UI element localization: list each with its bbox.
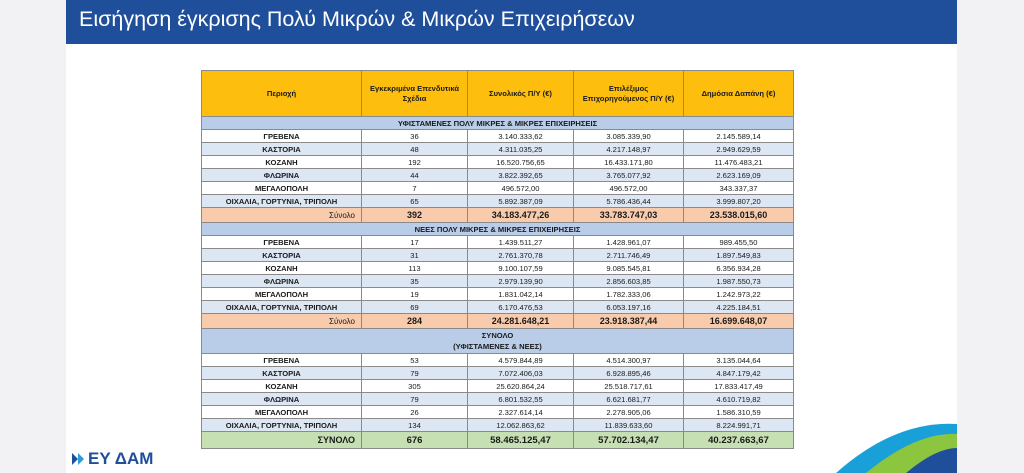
cell-approved-plans: 192 — [362, 156, 468, 169]
cell-eligible-budget: 4.514.300,97 — [574, 354, 684, 367]
cell-public-expenditure: 2.949.629,59 — [684, 143, 794, 156]
grand-total-row — [202, 432, 794, 449]
cell-eligible-budget: 1.428.961,07 — [574, 236, 684, 249]
header-eligible-budget: Επιλέξιμος Επιχορηγούμενος Π/Υ (€) — [574, 71, 684, 117]
cell-region: ΦΛΩΡΙΝΑ — [202, 169, 362, 182]
table-row — [202, 288, 794, 301]
table-row — [202, 419, 794, 432]
cell-eligible-budget: 3.765.077,92 — [574, 169, 684, 182]
cell-region: ΚΑΣΤΟΡΙΑ — [202, 367, 362, 380]
section-title-text: ΥΦΙΣΤΑΜΕΝΕΣ ΠΟΛΥ ΜΙΚΡΕΣ & ΜΙΚΡΕΣ ΕΠΙΧΕΙΡΗΣΕΙΣ — [397, 118, 598, 128]
cell-total-budget: 1.831.042,14 — [468, 288, 574, 301]
cell-approved-plans: 44 — [362, 169, 468, 182]
cell-eligible-budget: 6.928.895,46 — [574, 367, 684, 380]
total-approved-plans: 676 — [362, 432, 468, 449]
table-row — [202, 367, 794, 380]
cell-total-budget: 3.140.333,62 — [468, 130, 574, 143]
total-eligible-budget: 23.918.387,44 — [574, 314, 684, 329]
cell-region: ΓΡΕΒΕΝΑ — [202, 236, 362, 249]
subtotal-row — [202, 314, 794, 329]
cell-total-budget: 2.761.370,78 — [468, 249, 574, 262]
cell-public-expenditure: 1.897.549,83 — [684, 249, 794, 262]
cell-total-budget: 5.892.387,09 — [468, 195, 574, 208]
logo-text: ΕΥ ΔΑΜ — [88, 449, 154, 468]
total-region: Σύνολο — [202, 208, 362, 223]
total-approved-plans: 392 — [362, 208, 468, 223]
cell-eligible-budget: 2.856.603,85 — [574, 275, 684, 288]
total-eligible-budget: 33.783.747,03 — [574, 208, 684, 223]
cell-approved-plans: 65 — [362, 195, 468, 208]
cell-public-expenditure: 1.987.550,73 — [684, 275, 794, 288]
cell-region: ΜΕΓΑΛΟΠΟΛΗ — [202, 288, 362, 301]
header-total-budget: Συνολικός Π/Υ (€) — [468, 71, 574, 117]
cell-total-budget: 6.170.476,53 — [468, 301, 574, 314]
slide — [66, 0, 957, 473]
cell-public-expenditure: 1.586.310,59 — [684, 406, 794, 419]
cell-approved-plans: 7 — [362, 182, 468, 195]
title-bar — [66, 0, 957, 44]
table-row — [202, 182, 794, 195]
table-row — [202, 169, 794, 182]
cell-total-budget: 6.801.532,55 — [468, 393, 574, 406]
cell-public-expenditure: 3.999.807,20 — [684, 195, 794, 208]
section-title — [202, 117, 794, 130]
table-row — [202, 156, 794, 169]
cell-public-expenditure: 4.847.179,42 — [684, 367, 794, 380]
cell-region: ΚΑΣΤΟΡΙΑ — [202, 249, 362, 262]
cell-region: ΟΙΧΑΛΙΑ, ΓΟΡΤΥΝΙΑ, ΤΡΙΠΟΛΗ — [202, 419, 362, 432]
section-title-row — [202, 117, 794, 130]
table-row — [202, 249, 794, 262]
cell-approved-plans: 19 — [362, 288, 468, 301]
cell-total-budget: 2.979.139,90 — [468, 275, 574, 288]
cell-total-budget: 4.579.844,89 — [468, 354, 574, 367]
table-body — [202, 71, 794, 449]
table-row — [202, 262, 794, 275]
cell-total-budget: 9.100.107,59 — [468, 262, 574, 275]
total-public-expenditure: 40.237.663,67 — [684, 432, 794, 449]
cell-public-expenditure: 4.225.184,51 — [684, 301, 794, 314]
table-row — [202, 301, 794, 314]
cell-eligible-budget: 1.782.333,06 — [574, 288, 684, 301]
header-public-expenditure: Δημόσια Δαπάνη (€) — [684, 71, 794, 117]
cell-public-expenditure: 3.135.044,64 — [684, 354, 794, 367]
cell-total-budget: 3.822.392,65 — [468, 169, 574, 182]
section-subtitle-text: (ΥΦΙΣΤΑΜΕΝΕΣ & ΝΕΕΣ) — [453, 342, 542, 351]
cell-total-budget: 12.062.863,62 — [468, 419, 574, 432]
cell-public-expenditure: 6.356.934,28 — [684, 262, 794, 275]
cell-approved-plans: 36 — [362, 130, 468, 143]
cell-region: ΟΙΧΑΛΙΑ, ΓΟΡΤΥΝΙΑ, ΤΡΙΠΟΛΗ — [202, 195, 362, 208]
table-row — [202, 143, 794, 156]
cell-total-budget: 1.439.511,27 — [468, 236, 574, 249]
cell-eligible-budget: 6.621.681,77 — [574, 393, 684, 406]
cell-approved-plans: 79 — [362, 367, 468, 380]
cell-eligible-budget: 3.085.339,90 — [574, 130, 684, 143]
cell-total-budget: 25.620.864,24 — [468, 380, 574, 393]
table-row — [202, 380, 794, 393]
total-eligible-budget: 57.702.134,47 — [574, 432, 684, 449]
header-region: Περιοχή — [202, 71, 362, 117]
cell-public-expenditure: 343.337,37 — [684, 182, 794, 195]
header-approved-plans: Εγκεκριμένα Επενδυτικά Σχέδια — [362, 71, 468, 117]
cell-total-budget: 7.072.406,03 — [468, 367, 574, 380]
section-title-text: ΣΥΝΟΛΟ — [481, 331, 514, 340]
cell-public-expenditure: 2.145.589,14 — [684, 130, 794, 143]
cell-approved-plans: 26 — [362, 406, 468, 419]
total-approved-plans: 284 — [362, 314, 468, 329]
cell-region: ΟΙΧΑΛΙΑ, ΓΟΡΤΥΝΙΑ, ΤΡΙΠΟΛΗ — [202, 301, 362, 314]
cell-region: ΚΟΖΑΝΗ — [202, 262, 362, 275]
section-title — [202, 223, 794, 236]
cell-total-budget: 496.572,00 — [468, 182, 574, 195]
cell-public-expenditure: 17.833.417,49 — [684, 380, 794, 393]
logo-mark-icon — [72, 451, 86, 467]
table-row — [202, 406, 794, 419]
cell-region: ΚΟΖΑΝΗ — [202, 156, 362, 169]
subtotal-row — [202, 208, 794, 223]
cell-eligible-budget: 4.217.148,97 — [574, 143, 684, 156]
table-row — [202, 236, 794, 249]
cell-region: ΦΛΩΡΙΝΑ — [202, 393, 362, 406]
section-title — [202, 329, 794, 354]
cell-total-budget: 16.520.756,65 — [468, 156, 574, 169]
cell-region: ΓΡΕΒΕΝΑ — [202, 354, 362, 367]
cell-total-budget: 2.327.614,14 — [468, 406, 574, 419]
cell-approved-plans: 35 — [362, 275, 468, 288]
cell-total-budget: 4.311.035,25 — [468, 143, 574, 156]
cell-eligible-budget: 16.433.171,80 — [574, 156, 684, 169]
section-title-text: ΝΕΕΣ ΠΟΛΥ ΜΙΚΡΕΣ & ΜΙΚΡΕΣ ΕΠΙΧΕΙΡΗΣΕΙΣ — [414, 224, 581, 234]
cell-approved-plans: 17 — [362, 236, 468, 249]
cell-eligible-budget: 496.572,00 — [574, 182, 684, 195]
total-public-expenditure: 16.699.648,07 — [684, 314, 794, 329]
table-row — [202, 354, 794, 367]
cell-public-expenditure: 2.623.169,09 — [684, 169, 794, 182]
cell-region: ΚΑΣΤΟΡΙΑ — [202, 143, 362, 156]
cell-region: ΚΟΖΑΝΗ — [202, 380, 362, 393]
total-total-budget: 58.465.125,47 — [468, 432, 574, 449]
cell-public-expenditure: 8.224.991,71 — [684, 419, 794, 432]
decorative-swoosh — [836, 420, 957, 473]
table-row — [202, 393, 794, 406]
cell-approved-plans: 305 — [362, 380, 468, 393]
cell-region: ΦΛΩΡΙΝΑ — [202, 275, 362, 288]
cell-eligible-budget: 9.085.545,81 — [574, 262, 684, 275]
cell-approved-plans: 113 — [362, 262, 468, 275]
section-title-row — [202, 223, 794, 236]
cell-eligible-budget: 11.839.633,60 — [574, 419, 684, 432]
table-row — [202, 195, 794, 208]
ey-dam-logo — [72, 448, 182, 473]
cell-public-expenditure: 4.610.719,82 — [684, 393, 794, 406]
cell-approved-plans: 31 — [362, 249, 468, 262]
cell-eligible-budget: 2.711.746,49 — [574, 249, 684, 262]
total-total-budget: 24.281.648,21 — [468, 314, 574, 329]
total-region: ΣΥΝΟΛΟ — [202, 432, 362, 449]
total-total-budget: 34.183.477,26 — [468, 208, 574, 223]
table-row — [202, 275, 794, 288]
cell-approved-plans: 69 — [362, 301, 468, 314]
cell-region: ΓΡΕΒΕΝΑ — [202, 130, 362, 143]
cell-eligible-budget: 2.278.905,06 — [574, 406, 684, 419]
cell-region: ΜΕΓΑΛΟΠΟΛΗ — [202, 406, 362, 419]
table-row — [202, 130, 794, 143]
cell-eligible-budget: 25.518.717,61 — [574, 380, 684, 393]
approval-table — [201, 70, 794, 449]
cell-approved-plans: 53 — [362, 354, 468, 367]
cell-eligible-budget: 6.053.197,16 — [574, 301, 684, 314]
total-public-expenditure: 23.538.015,60 — [684, 208, 794, 223]
cell-approved-plans: 48 — [362, 143, 468, 156]
cell-public-expenditure: 989.455,50 — [684, 236, 794, 249]
cell-public-expenditure: 11.476.483,21 — [684, 156, 794, 169]
total-region: Σύνολο — [202, 314, 362, 329]
cell-region: ΜΕΓΑΛΟΠΟΛΗ — [202, 182, 362, 195]
section-title-row — [202, 329, 794, 354]
cell-approved-plans: 79 — [362, 393, 468, 406]
cell-approved-plans: 134 — [362, 419, 468, 432]
table-header-row — [202, 71, 794, 117]
slide-title: Εισήγηση έγκρισης Πολύ Μικρών & Μικρών Επιχειρήσεων — [79, 7, 635, 31]
cell-public-expenditure: 1.242.973,22 — [684, 288, 794, 301]
cell-eligible-budget: 5.786.436,44 — [574, 195, 684, 208]
